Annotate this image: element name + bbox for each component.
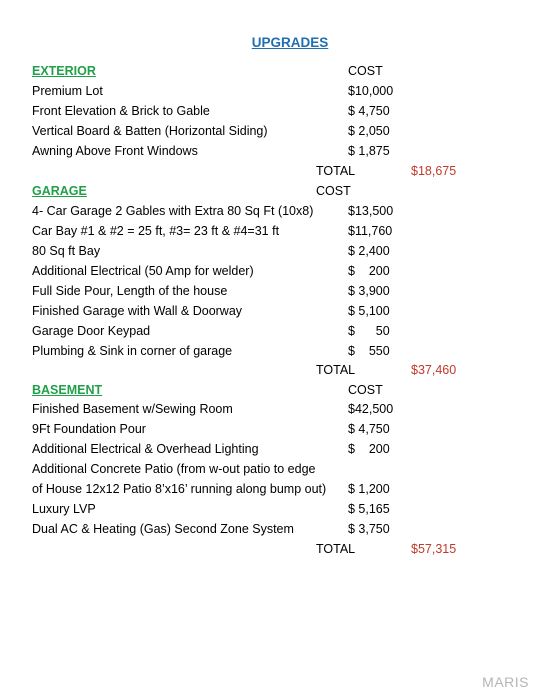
- total-value-exterior: $18,675: [411, 164, 457, 178]
- item-label: Finished Garage with Wall & Doorway: [32, 304, 243, 318]
- item-cost: $ 3,750: [348, 522, 390, 536]
- item-label: Garage Door Keypad: [32, 324, 151, 338]
- item-cost: $ 200: [348, 442, 390, 456]
- item-label: Front Elevation & Brick to Gable: [32, 104, 210, 118]
- item-cost: $ 550: [348, 344, 390, 358]
- item-label: Premium Lot: [32, 84, 103, 98]
- item-label: Additional Electrical & Overhead Lighting: [32, 442, 259, 456]
- item-label: 80 Sq ft Bay: [32, 244, 101, 258]
- section-heading-exterior: EXTERIOR: [32, 64, 96, 78]
- item-cost: $ 3,900: [348, 284, 390, 298]
- page-title: UPGRADES: [251, 35, 329, 50]
- item-cost: $10,000: [348, 84, 394, 98]
- item-cost: $11,760: [348, 224, 393, 238]
- total-label-garage: TOTAL: [316, 363, 356, 377]
- cost-header-garage: COST: [316, 184, 351, 198]
- item-label: of House 12x12 Patio 8’x16’ running along bump out): [32, 482, 327, 496]
- item-cost: $ 4,750: [348, 104, 390, 118]
- item-label: Luxury LVP: [32, 502, 96, 516]
- total-label-exterior: TOTAL: [316, 164, 356, 178]
- item-cost: $ 1,875: [348, 144, 390, 158]
- cost-header-exterior: COST: [348, 64, 383, 78]
- item-cost: $ 50: [348, 324, 390, 338]
- item-label: 9Ft Foundation Pour: [32, 422, 146, 436]
- section-heading-basement: BASEMENT: [32, 383, 103, 397]
- item-cost: $ 2,050: [348, 124, 390, 138]
- cost-header-basement: COST: [348, 383, 383, 397]
- total-value-garage: $37,460: [411, 363, 457, 377]
- total-label-basement: TOTAL: [316, 542, 356, 556]
- item-label: Vertical Board & Batten (Horizontal Siding): [32, 124, 268, 138]
- item-label: Additional Concrete Patio (from w-out patio to edge: [32, 462, 316, 476]
- item-label: Full Side Pour, Length of the house: [32, 284, 228, 298]
- item-label: 4- Car Garage 2 Gables with Extra 80 Sq Ft (10x8): [32, 204, 314, 218]
- total-value-basement: $57,315: [411, 542, 457, 556]
- item-label: Additional Electrical (50 Amp for welder): [32, 264, 254, 278]
- item-label: Car Bay #1 & #2 = 25 ft, #3= 23 ft & #4=31 ft: [32, 224, 280, 238]
- item-cost: $ 2,400: [348, 244, 390, 258]
- item-cost: $13,500: [348, 204, 394, 218]
- item-label: Finished Basement w/Sewing Room: [32, 402, 233, 416]
- watermark-logo: MARIS: [482, 674, 529, 690]
- section-heading-garage: GARAGE: [32, 184, 87, 198]
- item-label: Awning Above Front Windows: [32, 144, 198, 158]
- item-cost: $42,500: [348, 402, 394, 416]
- item-cost: $ 5,100: [348, 304, 390, 318]
- item-label: Plumbing & Sink in corner of garage: [32, 344, 233, 358]
- item-label: Dual AC & Heating (Gas) Second Zone System: [32, 522, 294, 536]
- item-cost: $ 4,750: [348, 422, 390, 436]
- item-cost: $ 5,165: [348, 502, 390, 516]
- item-cost: $ 1,200: [348, 482, 390, 496]
- item-cost: $ 200: [348, 264, 390, 278]
